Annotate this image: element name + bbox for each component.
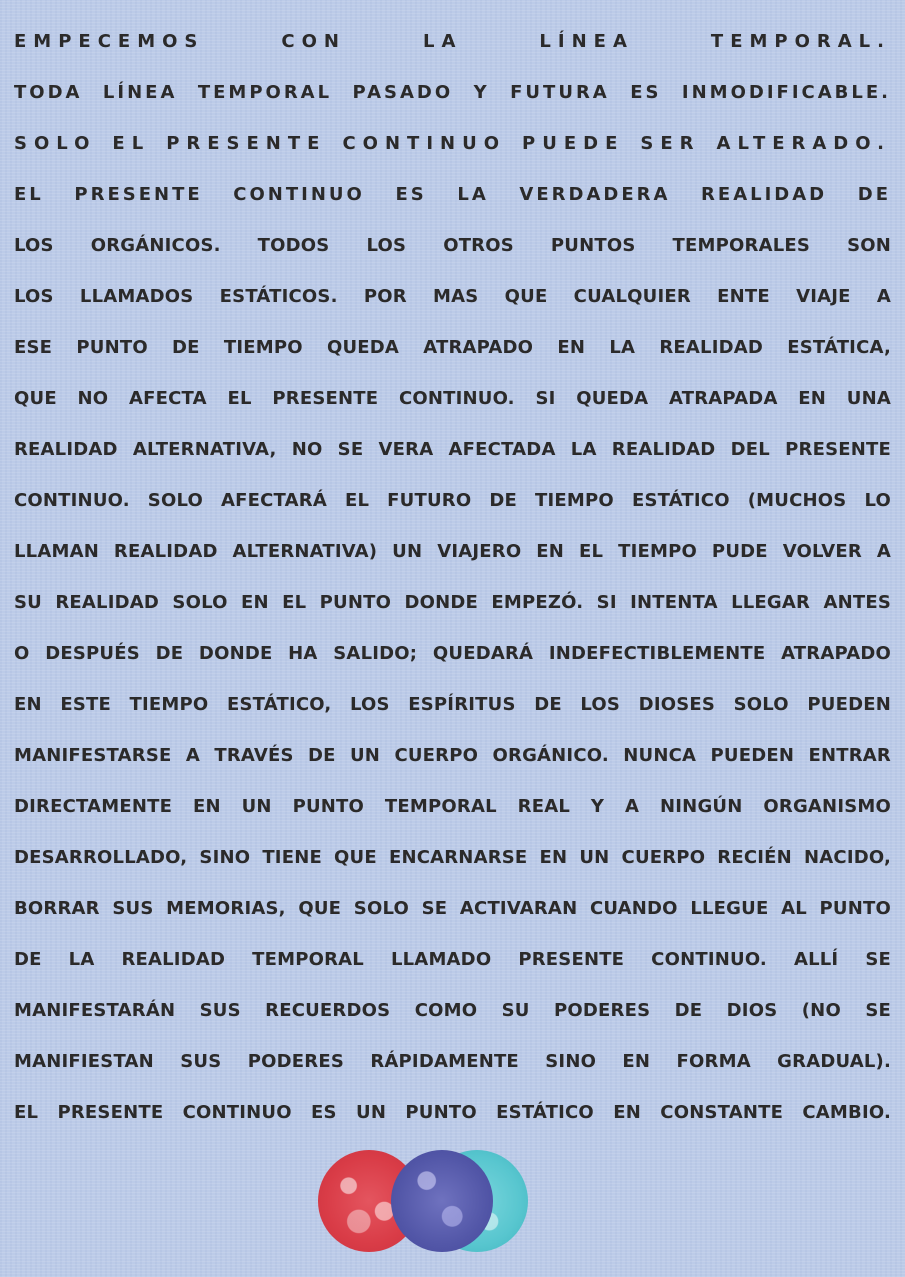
text-line-9: REALIDAD ALTERNATIVA, NO SE VERA AFECTADA LA REALIDAD DEL PRESENTE — [14, 439, 891, 460]
text-line-6: LOS LLAMADOS ESTÁTICOS. POR MAS QUE CUALQUIER ENTE VIAJE A — [14, 286, 891, 307]
text-line-16: DIRECTAMENTE EN UN PUNTO TEMPORAL REAL Y A NINGÚN ORGANISMO — [14, 796, 891, 817]
text-line-14: EN ESTE TIEMPO ESTÁTICO, LOS ESPÍRITUS DE LOS DIOSES SOLO PUEDEN — [14, 694, 891, 715]
text-line-10: CONTINUO. SOLO AFECTARÁ EL FUTURO DE TIEMPO ESTÁTICO (MUCHOS LO — [14, 490, 891, 511]
text-line-22: EL PRESENTE CONTINUO ES UN PUNTO ESTÁTICO EN CONSTANTE CAMBIO. — [14, 1102, 891, 1123]
circles-decoration — [318, 1150, 528, 1252]
text-line-15: MANIFESTARSE A TRAVÉS DE UN CUERPO ORGÁNICO. NUNCA PUEDEN ENTRAR — [14, 745, 891, 766]
text-line-21: MANIFIESTAN SUS PODERES RÁPIDAMENTE SINO EN FORMA GRADUAL). — [14, 1051, 891, 1072]
text-page — [14, 24, 891, 1146]
text-line-18: BORRAR SUS MEMORIAS, QUE SOLO SE ACTIVARAN CUANDO LLEGUE AL PUNTO — [14, 898, 891, 919]
text-line-3: SOLO EL PRESENTE CONTINUO PUEDE SER ALTERADO. — [14, 133, 891, 154]
text-line-1: EMPECEMOS CON LA LÍNEA TEMPORAL. — [14, 31, 891, 52]
text-line-4: EL PRESENTE CONTINUO ES LA VERDADERA REALIDAD DE — [14, 184, 891, 205]
text-line-13: O DESPUÉS DE DONDE HA SALIDO; QUEDARÁ INDEFECTIBLEMENTE ATRAPADO — [14, 643, 891, 664]
text-line-2: TODA LÍNEA TEMPORAL PASADO Y FUTURA ES INMODIFICABLE. — [14, 82, 891, 103]
text-line-5: LOS ORGÁNICOS. TODOS LOS OTROS PUNTOS TEMPORALES SON — [14, 235, 891, 256]
text-line-7: ESE PUNTO DE TIEMPO QUEDA ATRAPADO EN LA REALIDAD ESTÁTICA, — [14, 337, 891, 358]
blue-circle-icon — [391, 1150, 493, 1252]
text-line-17: DESARROLLADO, SINO TIENE QUE ENCARNARSE EN UN CUERPO RECIÉN NACIDO, — [14, 847, 891, 868]
text-line-12: SU REALIDAD SOLO EN EL PUNTO DONDE EMPEZÓ. SI INTENTA LLEGAR ANTES — [14, 592, 891, 613]
text-line-11: LLAMAN REALIDAD ALTERNATIVA) UN VIAJERO EN EL TIEMPO PUDE VOLVER A — [14, 541, 891, 562]
text-line-8: QUE NO AFECTA EL PRESENTE CONTINUO. SI QUEDA ATRAPADA EN UNA — [14, 388, 891, 409]
text-line-19: DE LA REALIDAD TEMPORAL LLAMADO PRESENTE CONTINUO. ALLÍ SE — [14, 949, 891, 970]
text-line-20: MANIFESTARÁN SUS RECUERDOS COMO SU PODERES DE DIOS (NO SE — [14, 1000, 891, 1021]
